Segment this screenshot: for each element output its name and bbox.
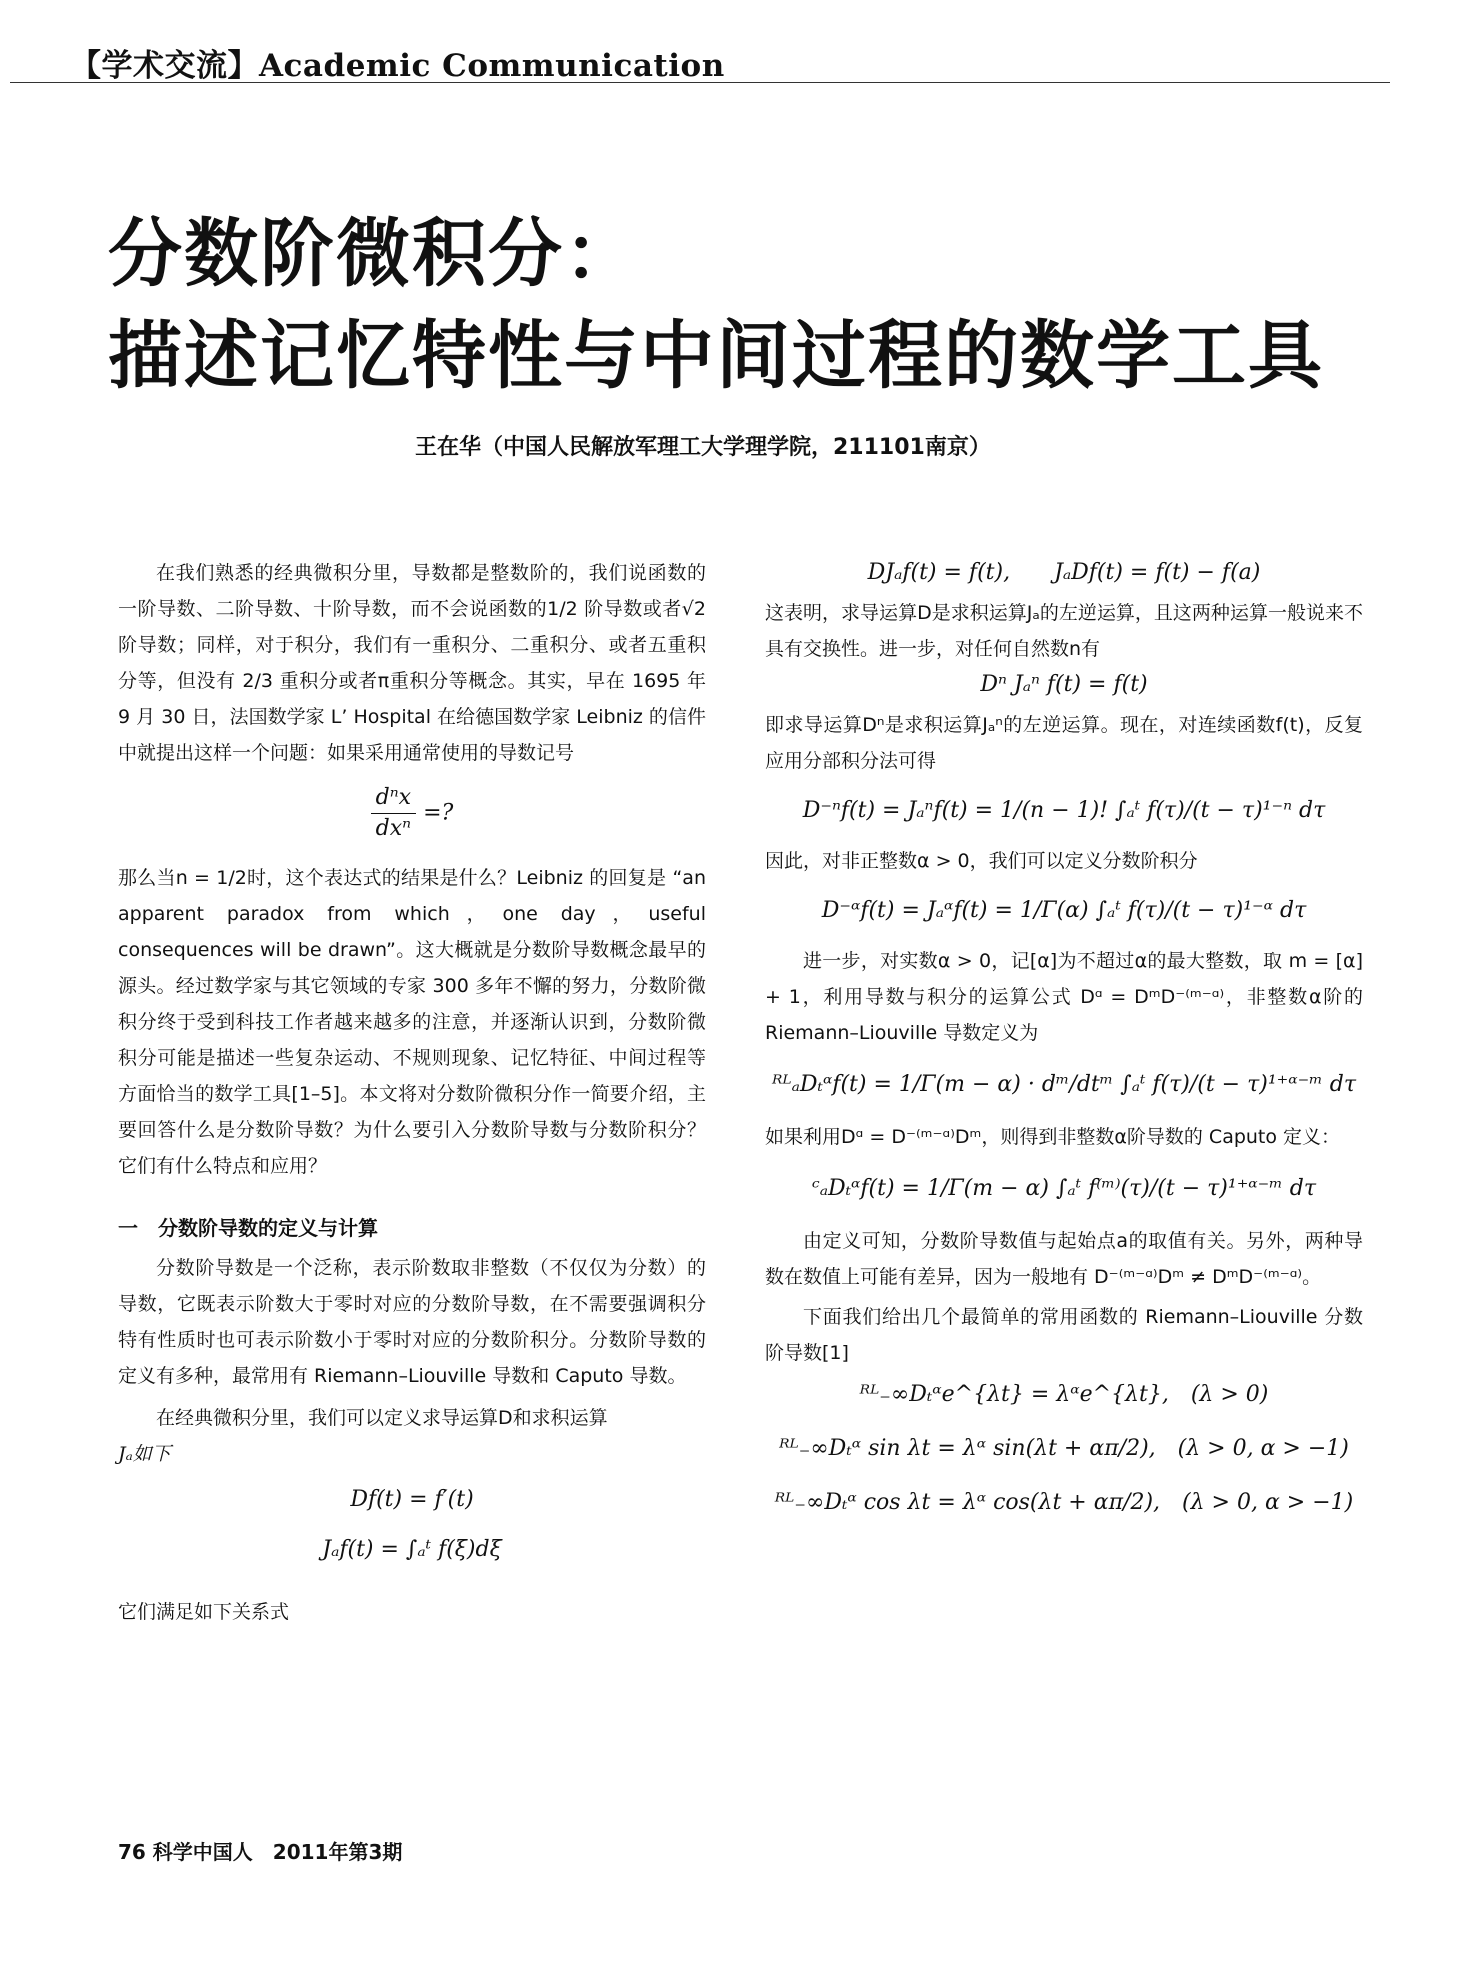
- equation: ᴿᴸ₋∞Dₜᵅe^{λt} = λᵅe^{λt}, (λ > 0): [859, 1382, 1269, 1407]
- equation: Dⁿ Jₐⁿ f(t) = f(t): [980, 672, 1148, 697]
- equation: ᴿᴸ₋∞Dₜᵅ sin λt = λᵅ sin(λt + απ/2), (λ > 0, α > −1): [779, 1436, 1349, 1461]
- equation: D⁻ⁿf(t) = Jₐⁿf(t) = 1/(n − 1)! ∫ₐᵗ f(τ)/(t − τ)¹⁻ⁿ dτ: [802, 798, 1326, 823]
- paragraph: 这表明，求导运算D是求积运算Jₐ的左逆运算，且这两种运算一般说来不具有交换性。进一步，对任何自然数n有: [765, 602, 1363, 660]
- paragraph: 分数阶导数是一个泛称，表示阶数取非整数（不仅仅为分数）的导数，它既表示阶数大于零时对应的分数阶导数，在不需要强调积分特有性质时也可表示阶数小于零时对应的分数阶积分。分数阶导数的定义有多种，最常用有 Riemann–Liouville 导数和 Caputo 导数。: [118, 1257, 706, 1387]
- equation: Df(t) = f′(t): [350, 1487, 474, 1512]
- header-divider: [10, 82, 1390, 83]
- paragraph: 在我们熟悉的经典微积分里，导数都是整数阶的，我们说函数的一阶导数、二阶导数、十阶导数，而不会说函数的1/2 阶导数或者√2阶导数；同样，对于积分，我们有一重积分、二重积分、或者五重积分等，但没有 2/3 重积分或者π重积分等概念。其实，早在 1695 年 9 月 30 日，法国数学家 L’ Hospital 在给德国数学家 Leibniz 的信件中就提出这样一个问题：如果采用通常使用的导数记号: [118, 562, 706, 764]
- paragraph: 它们满足如下关系式: [118, 1601, 290, 1623]
- paragraph: 进一步，对实数α > 0，记[α]为不超过α的最大整数，取 m = [α] + 1，利用导数与积分的运算公式 Dᵅ = DᵐD⁻⁽ᵐ⁻ᵅ⁾，非整数α阶的 Riemann–Liouville 导数定义为: [765, 950, 1363, 1044]
- title-line-2: 描述记忆特性与中间过程的数学工具: [108, 313, 1324, 399]
- fraction: [371, 783, 416, 844]
- paragraph: 在经典微积分里，我们可以定义求导运算D和求积运算: [156, 1407, 608, 1429]
- fraction-numerator: dⁿx: [371, 783, 416, 814]
- fraction-denominator: dxⁿ: [375, 816, 412, 841]
- paragraph-continuation: Jₐ如下: [118, 1443, 171, 1465]
- equation-tail: =?: [423, 800, 454, 826]
- equation: Jₐf(t) = ∫ₐᵗ f(ξ)dξ: [322, 1537, 502, 1562]
- article-title: [108, 203, 1358, 407]
- paragraph: 如果利用Dᵅ = D⁻⁽ᵐ⁻ᵅ⁾Dᵐ，则得到非整数α阶导数的 Caputo 定义：: [765, 1126, 1341, 1148]
- equation: D⁻ᵅf(t) = Jₐᵅf(t) = 1/Γ(α) ∫ₐᵗ f(τ)/(t − τ)¹⁻ᵅ dτ: [821, 898, 1307, 923]
- equation: ᴿᴸₐDₜᵅf(t) = 1/Γ(m − α) · dᵐ/dtᵐ ∫ₐᵗ f(τ)/(t − τ)¹⁺ᵅ⁻ᵐ dτ: [772, 1072, 1356, 1097]
- paragraph: 由定义可知，分数阶导数值与起始点a的取值有关。另外，两种导数在数值上可能有差异，因为一般地有 D⁻⁽ᵐ⁻ᵅ⁾Dᵐ ≠ DᵐD⁻⁽ᵐ⁻ᵅ⁾。: [765, 1230, 1363, 1288]
- title-line-1: 分数阶微积分：: [108, 211, 640, 297]
- paragraph: 即求导运算Dⁿ是求积运算Jₐⁿ的左逆运算。现在，对连续函数f(t)，反复应用分部积分法可得: [765, 714, 1363, 772]
- equation: ᴿᴸ₋∞Dₜᵅ cos λt = λᵅ cos(λt + απ/2), (λ > 0, α > −1): [774, 1490, 1354, 1515]
- left-column: [118, 555, 706, 1630]
- page-footer: 76 科学中国人 2011年第3期: [118, 1840, 403, 1864]
- paragraph: 因此，对非正整数α > 0，我们可以定义分数阶积分: [765, 850, 1198, 872]
- equation: DJₐf(t) = f(t), JₐDf(t) = f(t) − f(a): [867, 560, 1261, 585]
- equation: ᶜₐDₜᵅf(t) = 1/Γ(m − α) ∫ₐᵗ f⁽ᵐ⁾(τ)/(t − τ)¹⁺ᵅ⁻ᵐ dτ: [811, 1176, 1317, 1201]
- section-heading: 一 分数阶导数的定义与计算: [118, 1216, 378, 1240]
- author-byline: 王在华（中国人民解放军理工大学理学院，211101南京）: [415, 435, 991, 460]
- journal-header: 【学术交流】Academic Communication: [70, 48, 725, 84]
- paragraph: 那么当n = 1/2时，这个表达式的结果是什么？Leibniz 的回复是 “an apparent paradox from which，one day，useful consequences will be drawn”。这大概就是分数阶导数概念最早的源头。经过数学家与其它领域的专家 300 多年不懈的努力，分数阶微积分终于受到科技工作者越来越多的注意，并逐渐认识到，分数阶微积分可能是描述一些复杂运动、不规则现象、记忆特征、中间过程等方面恰当的数学工具[1–5]。本文将对分数阶微积分作一简要介绍，主要回答什么是分数阶导数？为什么要引入分数阶导数与分数阶积分？它们有什么特点和应用？: [118, 867, 706, 1177]
- equation: [118, 783, 706, 844]
- right-column: [765, 555, 1363, 1521]
- paragraph: 下面我们给出几个最简单的常用函数的 Riemann–Liouville 分数阶导数[1]: [765, 1306, 1363, 1364]
